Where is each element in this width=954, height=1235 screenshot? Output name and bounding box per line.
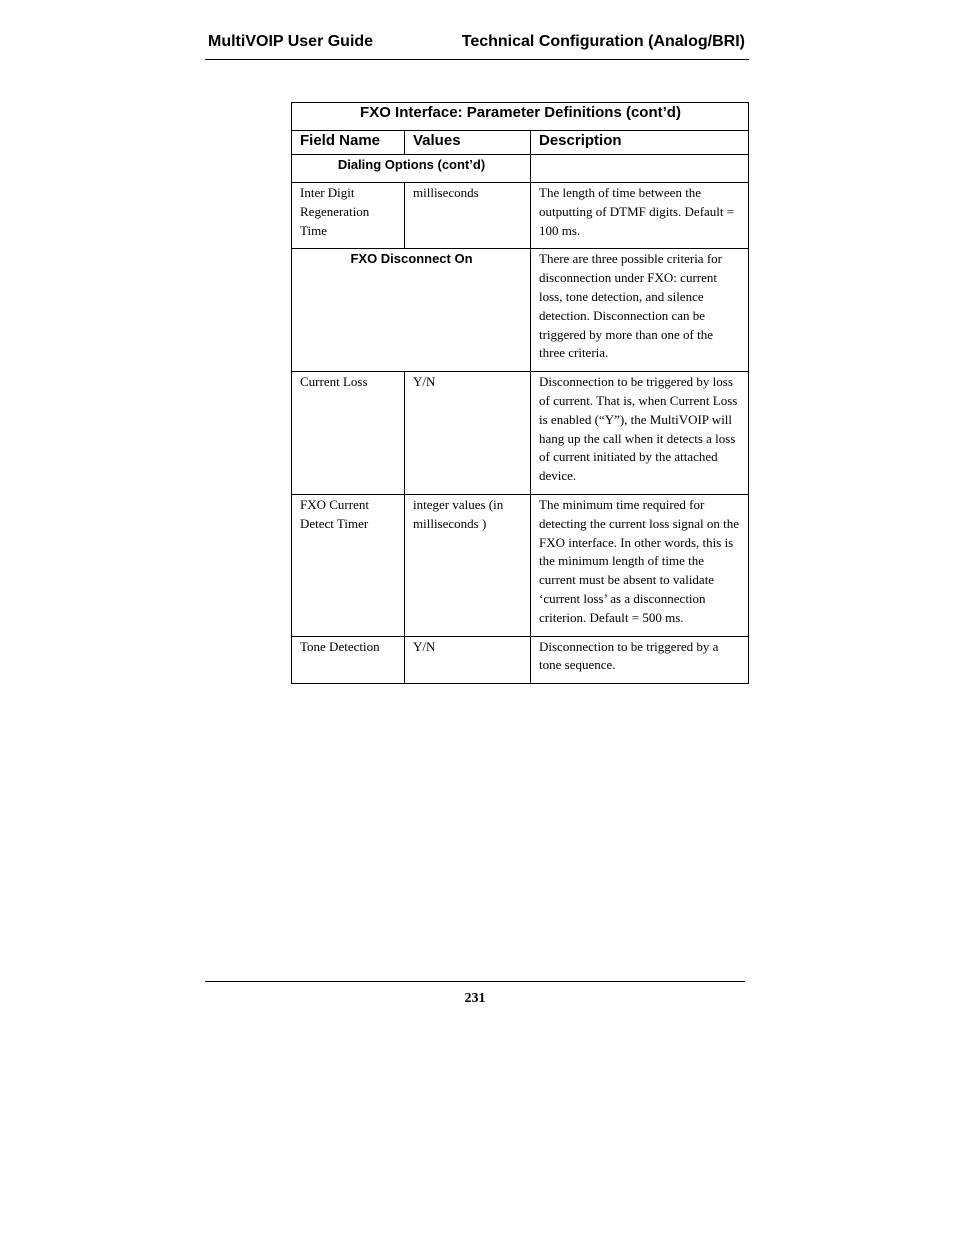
values-cell: milliseconds [405,183,531,249]
description-cell: The length of time between the outputting of DTMF digits. Default = 100 ms. [531,183,749,249]
description-cell: There are three possible criteria for disconnection under FXO: current loss, tone detection, and silence detection. Disconnection can be triggered by more than one of the three criteria. [531,249,749,372]
page-header [205,31,749,60]
column-header-field-name: Field Name [292,131,405,155]
table-title-row [292,103,749,131]
table-row [292,636,749,684]
document-title: MultiVOIP User Guide [208,33,374,50]
values-cell: integer values (in milliseconds ) [405,494,531,636]
chapter-title: Technical Configuration (Analog/BRI) [461,33,745,50]
section-heading: Dialing Options (cont’d) [292,155,531,183]
field-name-cell: FXO Current Detect Timer [292,494,405,636]
table-row [292,494,749,636]
field-name-cell: Inter Digit Regeneration Time [292,183,405,249]
column-header-values: Values [405,131,531,155]
description-cell: The minimum time required for detecting the current loss signal on the FXO interface. In other words, this is the minimum length of time the current must be absent to validate ‘current loss’ as a disconnection criterion. Default = 500 ms. [531,494,749,636]
table-header-row [292,131,749,155]
description-cell: Disconnection to be triggered by loss of current. That is, when Current Loss is enabled (“Y”), the MultiVOIP will hang up the call when it detects a loss of current initiated by the attached device. [531,372,749,495]
values-cell: Y/N [405,372,531,495]
table-row [292,183,749,249]
page-number: 231 [464,991,486,1006]
column-header-description: Description [531,131,749,155]
section-row-dialing-options [292,155,749,183]
field-name-cell: Current Loss [292,372,405,495]
table-title: FXO Interface: Parameter Definitions (cont’d) [292,103,749,131]
table-row [292,372,749,495]
description-cell: Disconnection to be triggered by a tone sequence. [531,636,749,684]
section-row-fxo-disconnect-on [292,249,749,372]
section-heading: FXO Disconnect On [292,249,531,372]
field-name-cell: Tone Detection [292,636,405,684]
parameter-definitions-table [291,102,749,684]
section-empty-cell [531,155,749,183]
values-cell: Y/N [405,636,531,684]
footer-divider [205,981,745,982]
